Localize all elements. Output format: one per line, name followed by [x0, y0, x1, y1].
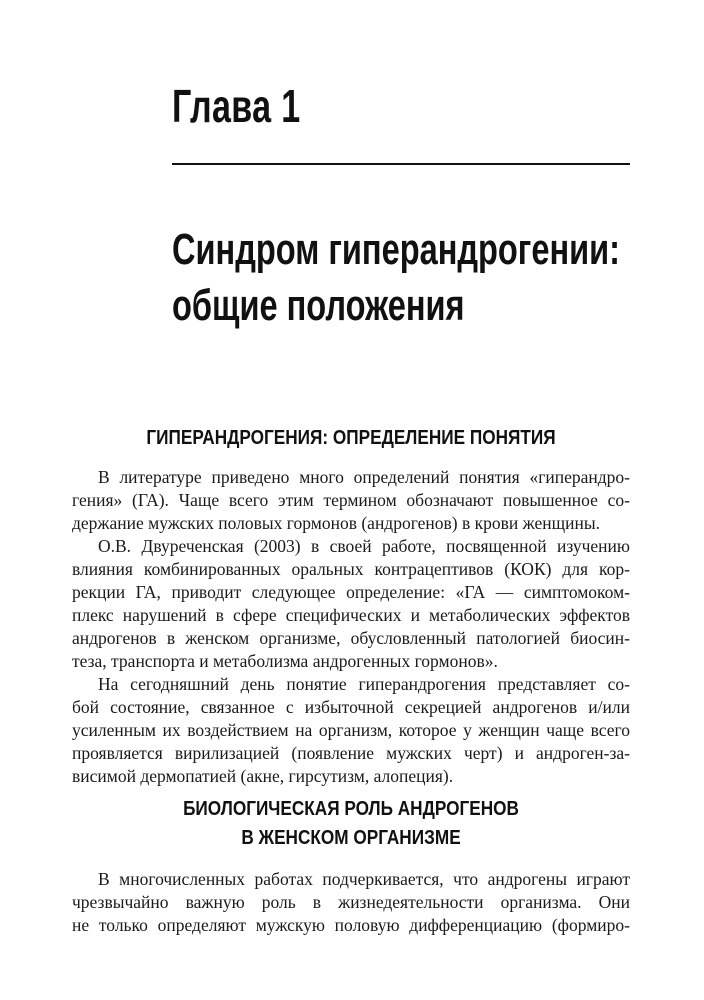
paragraph-line: В многочисленных работах подчеркивается, что андрогены играют	[98, 869, 630, 889]
paragraph-line: влияния комбинированных оральных контрацептивов (КОК) для кор-	[72, 559, 630, 579]
paragraph-line: В литературе приведено много определений понятия «гиперандро-	[98, 467, 630, 487]
chapter-title-line: Синдром гиперандрогении:	[172, 225, 621, 274]
paragraph-line: плекс нарушений в сфере специфических и метаболических эффектов	[72, 605, 630, 625]
paragraph-line: усиленным их воздействием на организм, которое у женщин чаще всего	[72, 720, 630, 740]
paragraph-line: держание мужских половых гормонов (андрогенов) в крови женщины.	[72, 513, 600, 533]
chapter-title-line: общие положения	[172, 281, 465, 330]
paragraph-line: чрезвычайно важную роль в жизнедеятельности организма. Они	[72, 892, 630, 912]
paragraph-line: висимой дермопатией (акне, гирсутизм, алопеция).	[72, 766, 454, 786]
paragraph-line: андрогенов в женском организме, обусловленный патологией биосин-	[72, 628, 630, 648]
paragraph-line: На сегодняшний день понятие гиперандрогения представляет со-	[98, 674, 630, 694]
section-heading-definition	[72, 424, 630, 453]
paragraph-line: бой состояние, связанное с избыточной секрецией андрогенов и/или	[72, 697, 630, 717]
section-body-biological-role	[72, 868, 630, 937]
chapter-divider	[172, 163, 630, 165]
chapter-title	[172, 222, 620, 334]
paragraph-line: не только определяют мужскую половую дифференциацию (формиро-	[72, 915, 630, 935]
section-heading-line: В ЖЕНСКОМ ОРГАНИЗМЕ	[241, 827, 461, 849]
paragraph-line: проявляется вирилизацией (появление мужских черт) и андроген-за-	[72, 743, 630, 763]
section-heading-biological-role	[72, 795, 630, 853]
paragraph-line: рекции ГА, приводит следующее определение: «ГА — симптомоком-	[72, 582, 630, 602]
paragraph-line: теза, транспорта и метаболизма андрогенных гормонов».	[72, 651, 498, 671]
paragraph-line: гения» (ГА). Чаще всего этим термином обозначают повышенное со-	[72, 490, 630, 510]
section-heading-line: ГИПЕРАНДРОГЕНИЯ: ОПРЕДЕЛЕНИЕ ПОНЯТИЯ	[146, 427, 556, 449]
paragraph-line: О.В. Двуреченская (2003) в своей работе, посвященной изучению	[98, 536, 630, 556]
section-heading-line: БИОЛОГИЧЕСКАЯ РОЛЬ АНДРОГЕНОВ	[183, 798, 519, 820]
chapter-label: Глава 1	[172, 80, 301, 132]
section-body-definition	[72, 466, 630, 788]
